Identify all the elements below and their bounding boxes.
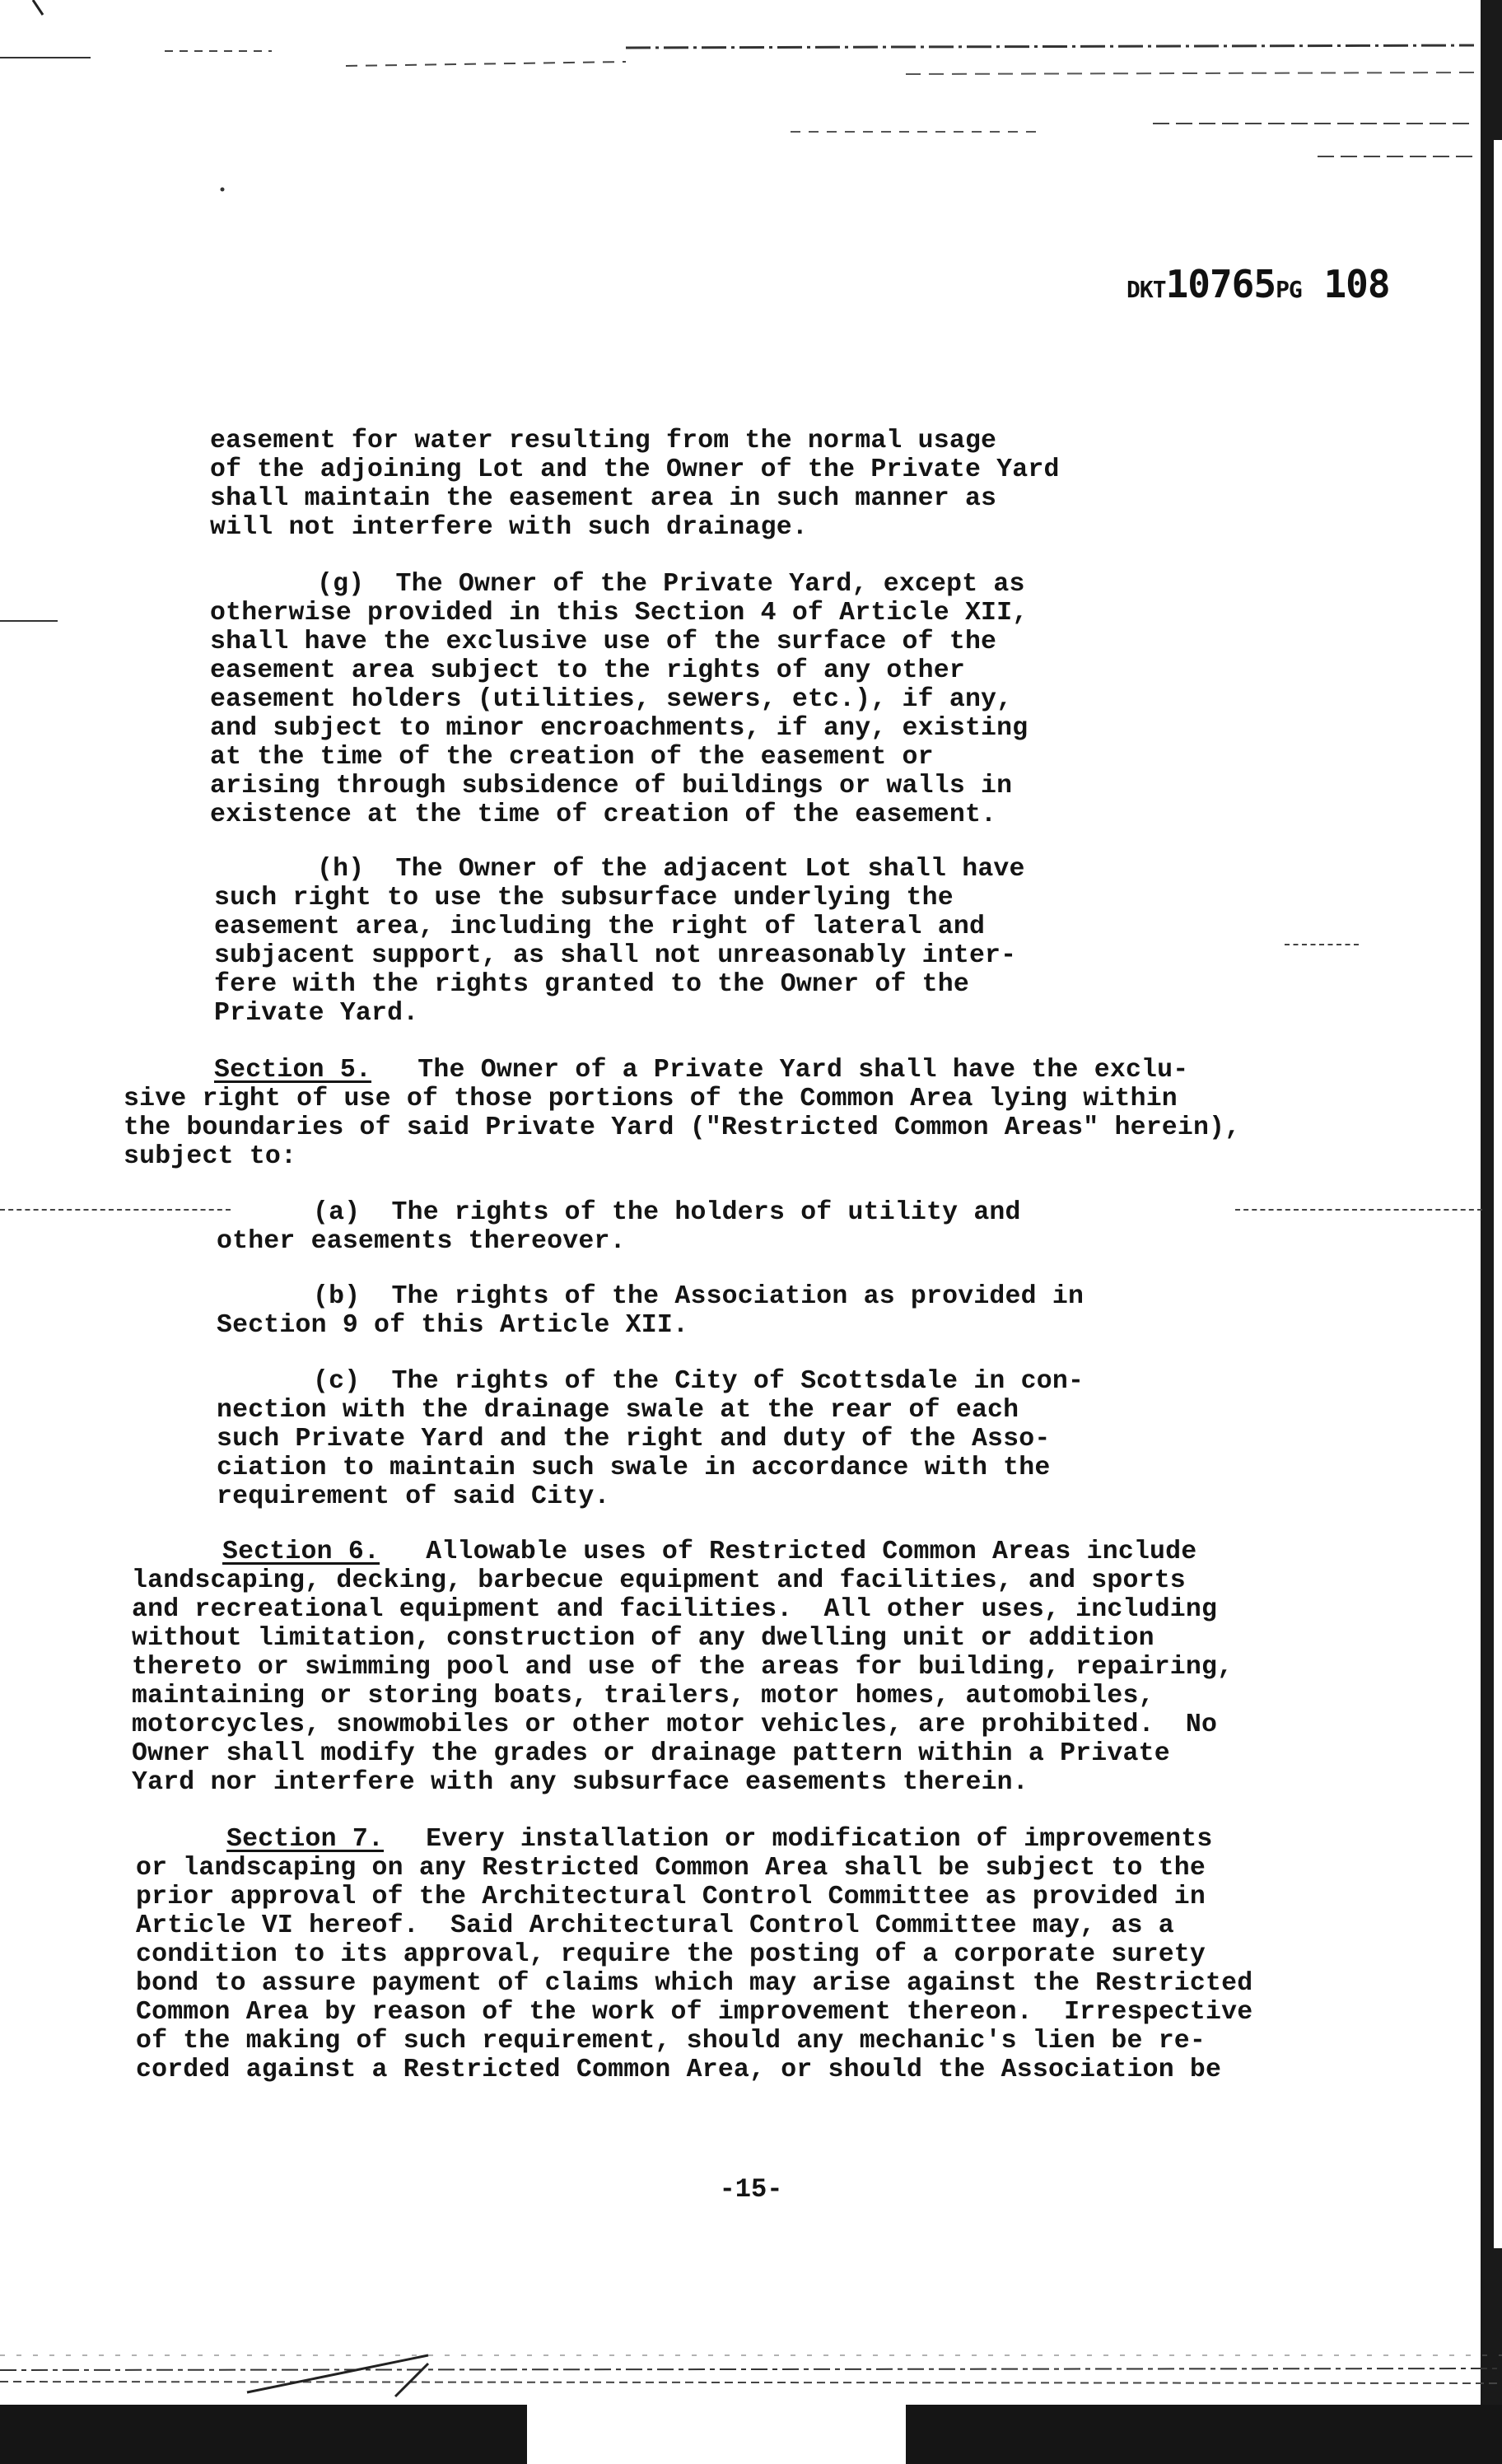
text-line: Every installation or modification of improvements (379, 1825, 1213, 1854)
text-line: Article VI hereof. Said Architectural Control Committee may, as a (136, 1911, 1174, 1940)
section-heading: Section 5. (214, 1056, 372, 1085)
text-line: prior approval of the Architectural Control Committee as provided in (136, 1883, 1206, 1911)
scan-bottom-gap (527, 2401, 906, 2464)
text-line: such right to use the subsurface underlying the (214, 884, 954, 912)
text-line: (c) The rights of the City of Scottsdale in con- (313, 1367, 1085, 1396)
text-line: corded against a Restricted Common Area, or should the Association be (136, 2056, 1222, 2084)
text-line: other easements thereover. (217, 1227, 626, 1256)
text-line: and subject to minor encroachments, if any, existing (210, 714, 1029, 743)
text-line: Common Area by reason of the work of improvement thereon. Irrespective (136, 1998, 1253, 2027)
recording-stamp (1126, 262, 1390, 306)
text-line: thereto or swimming pool and use of the areas for building, repairing, (132, 1653, 1234, 1682)
text-line: (a) The rights of the holders of utility and (313, 1198, 1021, 1227)
text-line: of the adjoining Lot and the Owner of the Private Yard (210, 455, 1060, 484)
text-line: condition to its approval, require the posting of a corporate surety (136, 1940, 1206, 1969)
text-line: at the time of the creation of the easement or (210, 743, 934, 772)
text-line: Yard nor interfere with any subsurface easements therein. (132, 1768, 1029, 1797)
text-line: ciation to maintain such swale in accordance with the (217, 1454, 1051, 1482)
text-line: will not interfere with such drainage. (210, 513, 808, 542)
text-line: motorcycles, snowmobiles or other motor vehicles, are prohibited. No (132, 1710, 1218, 1739)
text-line: Section 9 of this Article XII. (217, 1311, 689, 1340)
text-line: the boundaries of said Private Yard ("Restricted Common Areas" herein), (124, 1113, 1241, 1142)
text-line: shall maintain the easement area in such manner as (210, 484, 997, 513)
text-line: arising through subsidence of buildings or walls in (210, 772, 1013, 800)
scan-header-noise (0, 0, 1502, 198)
margin-mark (0, 1209, 231, 1212)
text-line: sive right of use of those portions of the Common Area lying within (124, 1085, 1178, 1113)
section-heading: Section 6. (222, 1538, 380, 1566)
text-line: otherwise provided in this Section 4 of Article XII, (210, 599, 1029, 628)
text-line: shall have the exclusive use of the surface of the (210, 628, 997, 656)
section-heading: Section 7. (226, 1825, 385, 1854)
text-line: and recreational equipment and facilities. All other uses, including (132, 1595, 1218, 1624)
text-line: subject to: (124, 1142, 297, 1171)
scan-edge-gap (1494, 140, 1502, 2248)
page-number: -15- (719, 2174, 783, 2205)
margin-mark (1285, 944, 1359, 947)
text-line: nection with the drainage swale at the rear of each (217, 1396, 1019, 1425)
text-line: such Private Yard and the right and duty of the Asso- (217, 1425, 1051, 1454)
text-line: Owner shall modify the grades or drainage pattern within a Private (132, 1739, 1170, 1768)
text-line: easement for water resulting from the normal usage (210, 427, 997, 455)
text-line: easement area subject to the rights of any other (210, 656, 965, 685)
text-line: bond to assure payment of claims which may arise against the Restricted (136, 1969, 1253, 1998)
text-line: fere with the rights granted to the Owner of the (214, 970, 969, 999)
text-line: subjacent support, as shall not unreasonably inter- (214, 941, 1017, 970)
stamp-prefix: DKT (1126, 276, 1166, 303)
stamp-number: 10765 (1165, 262, 1276, 306)
text-line: maintaining or storing boats, trailers, motor homes, automobiles, (132, 1682, 1154, 1710)
text-line: The Owner of a Private Yard shall have the exclu- (371, 1056, 1189, 1085)
margin-mark (1235, 1209, 1482, 1212)
text-line: landscaping, decking, barbecue equipment and facilities, and sports (132, 1566, 1186, 1595)
margin-mark (0, 620, 58, 622)
text-line: existence at the time of creation of the easement. (210, 800, 997, 829)
text-line: easement holders (utilities, sewers, etc.), if any, (210, 685, 1013, 714)
text-line: (h) The Owner of the adjacent Lot shall have (317, 855, 1025, 884)
text-line: of the making of such requirement, should any mechanic's lien be re- (136, 2027, 1206, 2056)
text-line: (b) The rights of the Association as provided in (313, 1282, 1085, 1311)
stamp-page: 108 (1323, 262, 1390, 306)
text-line: requirement of said City. (217, 1482, 610, 1511)
text-line: or landscaping on any Restricted Common Area shall be subject to the (136, 1854, 1206, 1883)
text-line: easement area, including the right of lateral and (214, 912, 986, 941)
stamp-pg: PG (1276, 276, 1302, 303)
text-line: Allowable uses of Restricted Common Areas include (379, 1538, 1197, 1566)
text-line: (g) The Owner of the Private Yard, except as (317, 570, 1025, 599)
text-line: without limitation, construction of any dwelling unit or addition (132, 1624, 1154, 1653)
text-line: Private Yard. (214, 999, 419, 1028)
